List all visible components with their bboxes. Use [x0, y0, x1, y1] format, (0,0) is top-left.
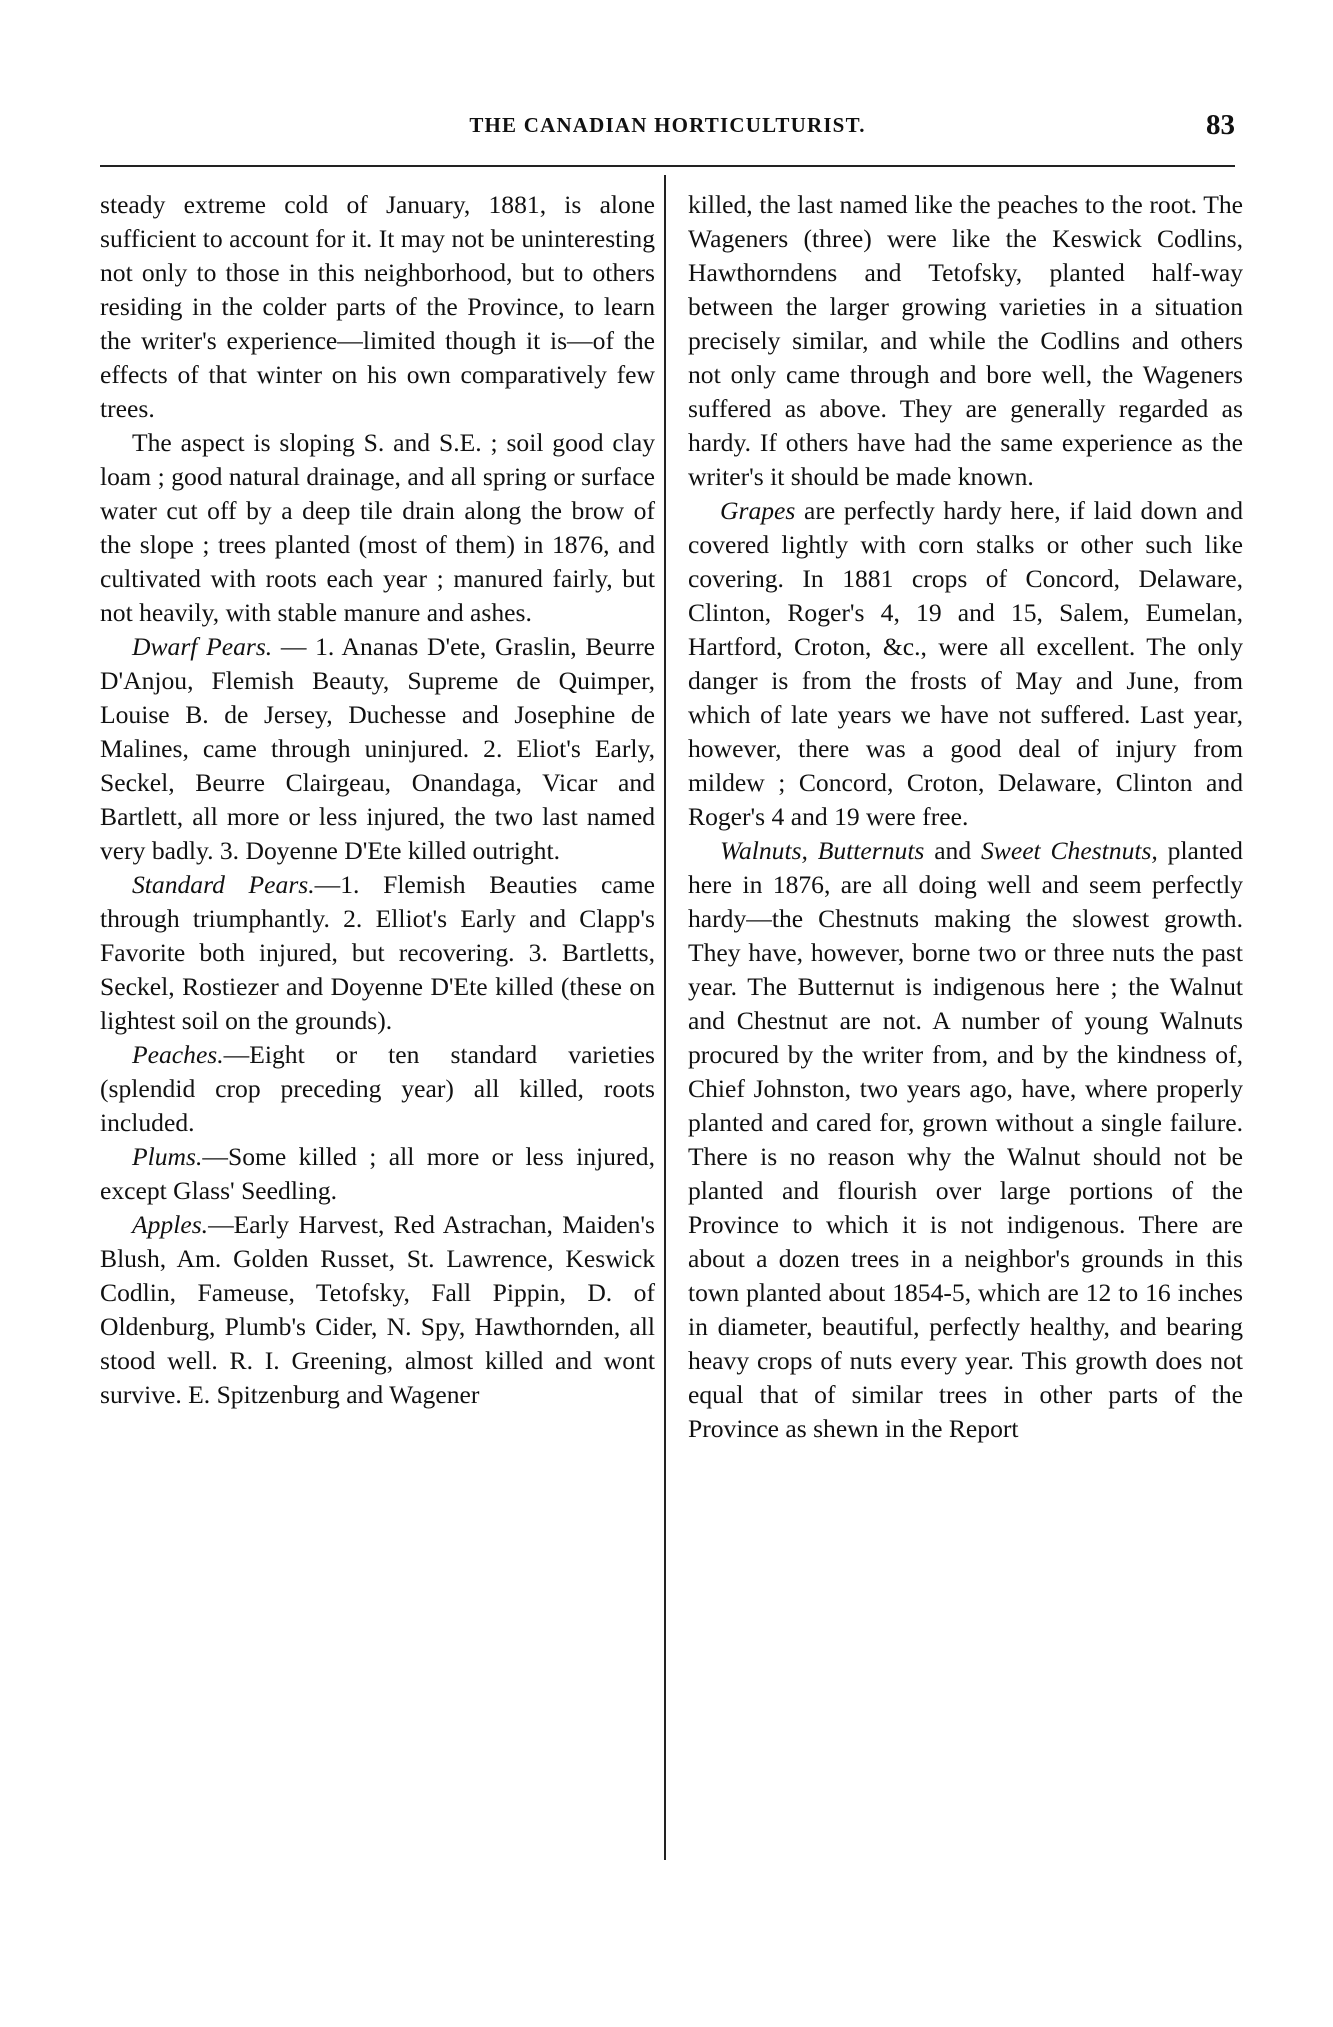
- header-rule: [100, 165, 1235, 167]
- section-heading: Standard Pears.: [132, 870, 315, 899]
- section-heading: Dwarf Pears.: [132, 632, 273, 661]
- paragraph-text: —1. Flemish Beauties came through triumphantly. 2. Elliot's Early and Clapp's Favorite both injured, but recovering. 3. Bartletts, Seckel, Rostiezer and Doyenne D'Ete killed (these on lightest soil on the grounds).: [100, 870, 655, 1035]
- paragraph-apples: [100, 1208, 655, 1412]
- paragraph-text: killed, the last named like the peaches to the root. The Wageners (three) were like the Keswick Codlins, Hawthorndens and Tetofsky, planted half-way between the larger growing varieties in a situation precisely similar, and while the Codlins and others not only came through and bore well, the Wageners suffered as above. They are generally regarded as hardy. If others have had the same experience as the writer's it should be made known.: [688, 190, 1243, 491]
- page-number: 83: [1206, 109, 1235, 141]
- section-heading: Peaches.: [132, 1040, 224, 1069]
- paragraph: [100, 188, 655, 426]
- paragraph-grapes: [688, 494, 1243, 834]
- running-header: [100, 109, 1235, 153]
- running-title: THE CANADIAN HORTICULTURIST.: [469, 113, 866, 137]
- paragraph-text: — 1. Ananas D'ete, Graslin, Beurre D'Anjou, Flemish Beauty, Supreme de Quimper, Louise B. de Jersey, Duchesse and Josephine de Malines, came through uninjured. 2. Eliot's Early, Seckel, Beurre Clairgeau, Onandaga, Vicar and Bartlett, all more or less injured, the two last named very badly. 3. Doyenne D'Ete killed outright.: [100, 632, 655, 865]
- paragraph-text: The aspect is sloping S. and S.E. ; soil good clay loam ; good natural drainage, and all spring or surface water cut off by a deep tile drain along the brow of the slope ; trees planted (most of them) in 1876, and cultivated with roots each year ; manured fairly, but not heavily, with stable manure and ashes.: [100, 428, 655, 627]
- paragraph-plums: [100, 1140, 655, 1208]
- section-heading: Sweet Chestnuts,: [980, 836, 1158, 865]
- paragraph-walnuts: [688, 834, 1243, 1446]
- section-heading: Apples.: [132, 1210, 209, 1239]
- section-heading: Plums.: [132, 1142, 203, 1171]
- paragraph-text: —Early Harvest, Red Astrachan, Maiden's Blush, Am. Golden Russet, St. Lawrence, Keswick Codlin, Fameuse, Tetofsky, Fall Pippin, D. of Oldenburg, Plumb's Cider, N. Spy, Hawthornden, all stood well. R. I. Greening, almost killed and wont survive. E. Spitzenburg and Wagener: [100, 1210, 655, 1409]
- connector-text: and: [924, 836, 981, 865]
- paragraph-standard-pears: [100, 868, 655, 1038]
- paragraph-text: planted here in 1876, are all doing well and seem perfectly hardy—the Chestnuts making the slowest growth. They have, however, borne two or three nuts the past year. The Butternut is indigenous here ; the Walnut and Chestnut are not. A number of young Walnuts procured by the writer from, and by the kindness of, Chief Johnston, two years ago, have, where properly planted and cared for, grown without a single failure. There is no reason why the Walnut should not be planted and flourish over large portions of the Province to which it is not indigenous. There are about a dozen trees in a neighbor's grounds in this town planted about 1854-5, which are 12 to 16 inches in diameter, beautiful, perfectly healthy, and bearing heavy crops of nuts every year. This growth does not equal that of similar trees in other parts of the Province as shewn in the Report: [688, 836, 1243, 1443]
- paragraph-text: —Eight or ten standard varieties (splendid crop preceding year) all killed, roots included.: [100, 1040, 655, 1137]
- section-heading: Grapes: [720, 496, 796, 525]
- right-column: [688, 188, 1243, 1446]
- paragraph-peaches: [100, 1038, 655, 1140]
- paragraph-text: —Some killed ; all more or less injured, except Glass' Seedling.: [100, 1142, 655, 1205]
- section-heading: Walnuts, Butternuts: [720, 836, 925, 865]
- column-rule: [664, 175, 666, 1860]
- paragraph: [688, 188, 1243, 494]
- paragraph-dwarf-pears: [100, 630, 655, 868]
- paragraph-text: are perfectly hardy here, if laid down and covered lightly with corn stalks or other such like covering. In 1881 crops of Concord, Delaware, Clinton, Roger's 4, 19 and 15, Salem, Eumelan, Hartford, Croton, &c., were all excellent. The only danger is from the frosts of May and June, from which of late years we have not suffered. Last year, however, there was a good deal of injury from mildew ; Concord, Croton, Delaware, Clinton and Roger's 4 and 19 were free.: [688, 496, 1243, 831]
- left-column: [100, 188, 655, 1412]
- paragraph-text: steady extreme cold of January, 1881, is alone sufficient to account for it. It may not be uninteresting not only to those in this neighborhood, but to others residing in the colder parts of the Province, to learn the writer's experience—limited though it is—of the effects of that winter on his own comparatively few trees.: [100, 190, 655, 423]
- paragraph: [100, 426, 655, 630]
